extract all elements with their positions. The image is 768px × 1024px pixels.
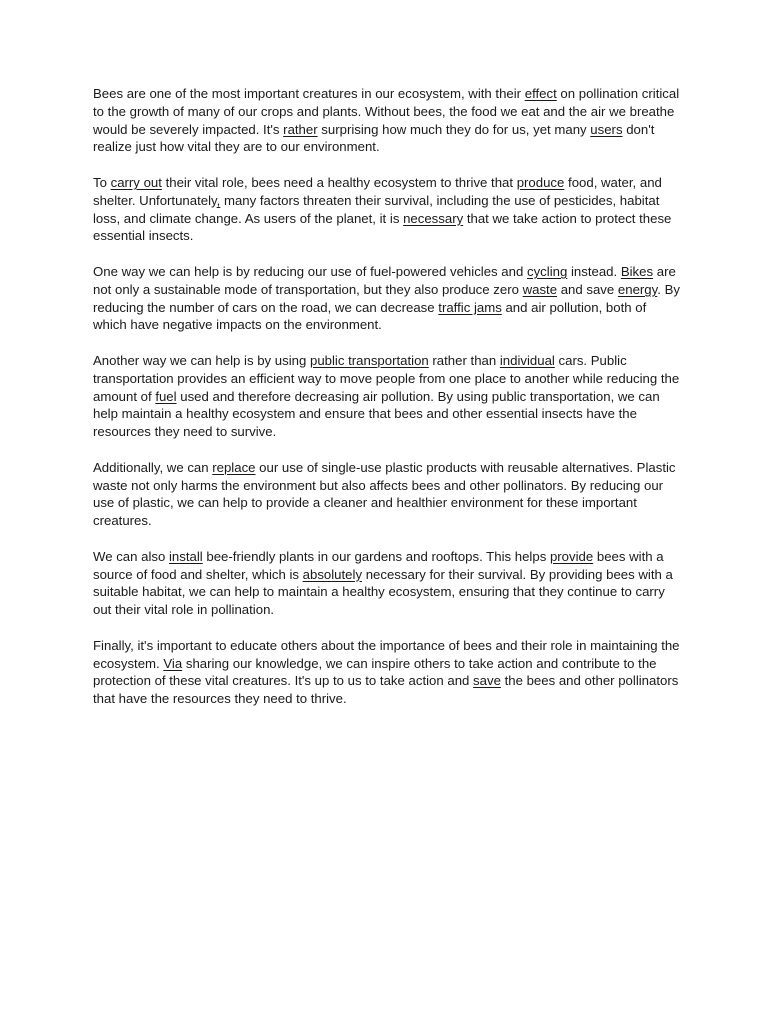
underlined-word: produce <box>516 174 565 190</box>
underlined-word: effect <box>524 86 557 101</box>
text-run: Additionally, we can <box>93 459 213 475</box>
text-run: We can also <box>93 548 169 564</box>
underlined-word: Via <box>163 655 183 671</box>
paragraph-3 <box>93 263 683 334</box>
text-run: our use of single-use plastic products with reusable alternatives. Plastic waste not only harms the environment but also affects bees and other pollinators. By reducing our use of plastic, we can help to provide a cleaner and healthier environment for these important creatures. <box>93 459 676 529</box>
paragraph-1 <box>93 85 683 156</box>
underlined-word: Bikes <box>620 263 654 279</box>
text-run: necessary for their survival. By providing bees with a suitable habitat, we can help to maintain a healthy ecosystem, ensuring that they continue to carry out their vital role in pollination. <box>93 566 673 618</box>
underlined-word: install <box>169 548 203 564</box>
underlined-word: provide <box>549 548 594 564</box>
document-body <box>93 85 683 726</box>
text-run: and save <box>557 281 618 297</box>
text-run: rather than <box>428 352 500 368</box>
underlined-word: fuel <box>155 388 177 404</box>
underlined-word: cycling <box>526 263 568 279</box>
underlined-word: , <box>216 192 221 208</box>
underlined-word: necessary <box>403 210 464 226</box>
underlined-word: waste <box>522 281 558 297</box>
text-run: Finally, it's important to educate others about the importance of bees and their role in maintaining the ecosystem. <box>93 637 680 671</box>
text-run: bee-friendly plants in our gardens and rooftops. This helps <box>202 548 550 564</box>
underlined-word: absolutely <box>302 566 363 582</box>
underlined-word: rather <box>283 121 318 137</box>
text-run: that we take action to protect these essential insects. <box>93 210 672 244</box>
underlined-word: public transportation <box>309 352 429 368</box>
text-run: One way we can help is by reducing our use of fuel-powered vehicles and <box>93 263 527 279</box>
paragraph-7 <box>93 637 683 708</box>
text-run: are not only a sustainable mode of transportation, but they also produce zero <box>93 263 676 297</box>
underlined-word: carry out <box>110 174 162 190</box>
paragraph-4 <box>93 352 683 441</box>
text-run: Bees are one of the most important creatures in our ecosystem, with their <box>93 86 525 101</box>
underlined-word: energy <box>617 281 658 297</box>
text-run: cars. Public transportation provides an efficient way to move people from one place to another while reducing the amount of <box>93 352 680 404</box>
underlined-word: traffic jams <box>438 299 502 315</box>
text-run: surprising how much they do for us, yet many <box>317 121 591 137</box>
underlined-word: individual <box>499 352 555 368</box>
text-run: . By reducing the number of cars on the road, we can decrease <box>93 281 680 315</box>
text-run: used and therefore decreasing air pollution. By using public transportation, we can help maintain a healthy ecosystem and ensure that bees and other essential insects have the resources they need to survive. <box>93 388 660 440</box>
text-run: Another way we can help is by using <box>93 352 310 368</box>
text-run: the bees and other pollinators that have the resources they need to thrive. <box>93 673 679 707</box>
text-run: food, water, and shelter. Unfortunately <box>93 174 662 208</box>
text-run: bees with a source of food and shelter, which is <box>93 548 664 582</box>
paragraph-6 <box>93 548 683 619</box>
underlined-word: replace <box>212 459 256 475</box>
text-run: sharing our knowledge, we can inspire others to take action and contribute to the protection of these vital creatures. It's up to us to take action and <box>93 655 657 689</box>
text-run: To <box>93 174 111 190</box>
text-run: many factors threaten their survival, including the use of pesticides, habitat loss, and climate change. As users of the planet, it is <box>93 192 660 226</box>
text-run: on pollination critical to the growth of many of our crops and plants. Without bees, the food we eat and the air we breathe would be severely impacted. It's <box>93 86 680 137</box>
underlined-word: users <box>590 121 623 137</box>
text-run: their vital role, bees need a healthy ecosystem to thrive that <box>161 174 517 190</box>
text-run: don't realize just how vital they are to our environment. <box>93 121 655 155</box>
paragraph-5 <box>93 459 683 530</box>
text-run: and air pollution, both of which have negative impacts on the environment. <box>93 299 647 333</box>
underlined-word: save <box>473 673 501 689</box>
paragraph-2 <box>93 174 683 245</box>
text-run: instead. <box>567 263 621 279</box>
